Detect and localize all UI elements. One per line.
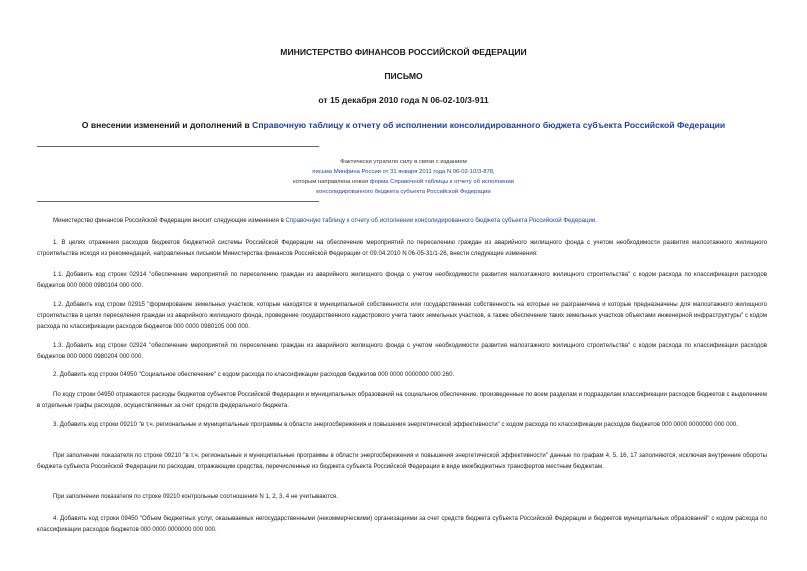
note-top-divider xyxy=(37,146,319,147)
subject-prefix: О внесении изменений и дополнений в xyxy=(81,120,253,130)
paragraph-intro xyxy=(37,216,767,227)
subject-link[interactable]: Справочную таблицу к отчету об исполнении консолидированного бюджета субъекта Российской Федерации xyxy=(252,120,726,130)
note-line-4 xyxy=(225,187,582,197)
paragraph-1-2: 1.2. Добавить код строки 02915 "формирование земельных участков, которые находятся в муниципальной собственности или государственная собственность на которые не разграничена и которые предназначены для малоэтажного жилищного строительства в целях переселения граждан из аварийного жилищного фонда, проведение государственного кадастрового учета таких земельных участков, а также обеспечение таких земельных участков объектами инженерной инфраструктуры" с кодом расхода по классификации расходов бюджетов 000 0000 0980105 000 000. xyxy=(37,301,767,330)
paragraph-1-3: 1.3. Добавить код строки 02924 "обеспечение мероприятий по переселению граждан из аварийного жилищного фонда с учетом необходимости развития малоэтажного жилищного строительства" с кодом расхода по классификации расходов бюджетов 000 0000 0980204 000 000. xyxy=(37,342,767,360)
ministry-heading: МИНИСТЕРСТВО ФИНАНСОВ РОССИЙСКОЙ ФЕДЕРАЦИИ xyxy=(280,47,527,57)
paragraph-3-note-1: При заполнении показателя по строке 09210 "в т.ч. региональные и муниципальные программы в области энергосбережения и повышения энергетической эффективности" данные по графам 4, 5, 16, 17 заполняются, исключая внутренние обороты бюджета субъекта Российской Федерации по расходам, отражающим средства, перечисленные из бюджета субъекта Российской Федерации в виде межбюджетных трансфертов местным бюджетам. xyxy=(37,452,767,470)
paragraph-3: 3. Добавить код строки 09210 "в т.ч. региональные и муниципальные программы в области энергосбережения и повышения энергетической эффективности" с кодом расхода по классификации расходов бюджетов 000 0000 0000000 000 000. xyxy=(53,421,738,428)
note-line-2-tail: , xyxy=(493,169,495,175)
paragraph-1: 1. В целях отражения расходов бюджетов бюджетной системы Российской Федерации на обеспечение мероприятий по переселению граждан из аварийного жилищного фонда с учетом необходимости развития малоэтажного жилищного строительства исходя из рекомендаций, направленных письмом Министерства финансов Российской Федерации от 09.04.2010 N 06-05-31/1-26, внести следующие изменения: xyxy=(37,239,767,257)
note-letter-link[interactable]: письма Минфина России от 31 января 2011 года N 06-02-10/3-878 xyxy=(312,169,494,175)
note-form-link-cont[interactable]: консолидированного бюджета субъекта Российской Федерации xyxy=(316,189,491,195)
note-line-1: Фактически утратило силу в связи с изданием xyxy=(340,159,467,165)
paragraph-3-note-2: При заполнении показателя по строке 09210 контрольные соотношения N 1, 2, 3, 4 не учитываются. xyxy=(53,493,338,500)
intro-prefix: Министерство финансов Российской Федерации вносит следующие изменения в xyxy=(53,217,286,224)
note-line-3 xyxy=(225,177,582,187)
note-form-link[interactable]: форма Справочной таблицы к отчету об исполнении xyxy=(369,179,515,185)
document-type-heading: ПИСЬМО xyxy=(384,71,423,81)
paragraph-4: 4. Добавить код строки 09450 "Объем бюджетных услуг, оказываемых негосударственными (некоммерческими) организациями за счет средств бюджета субъекта Российской Федерации и бюджетов муниципальных образований" с кодом расхода по классификации расходов бюджетов 000 0000 0000000 000 000. xyxy=(37,515,767,533)
intro-suffix: . xyxy=(595,217,597,224)
document-subject xyxy=(30,120,777,130)
paragraph-2: 2. Добавить код строки 04950 "Социальное обеспечение" с кодом расхода по классификации расходов бюджетов 000 0000 0000000 000 260. xyxy=(53,371,455,378)
note-line-2 xyxy=(225,167,582,177)
intro-table-link[interactable]: Справочную таблицу к отчету об исполнении консолидированного бюджета субъекта Российской Федерации xyxy=(285,217,596,224)
paragraph-1-1: 1.1. Добавить код строки 02914 "обеспечение мероприятий по переселению граждан из аварийного жилищного фонда с учетом необходимости развития малоэтажного жилищного строительства" с кодом расхода по классификации расходов бюджетов 000 0000 0980104 000 000. xyxy=(37,271,767,289)
note-bottom-divider xyxy=(37,201,319,202)
document-date-number: от 15 декабря 2010 года N 06-02-10/3-911 xyxy=(318,95,489,105)
validity-note xyxy=(225,157,582,197)
note-line-3-prefix: которым направлена новая xyxy=(292,179,370,185)
paragraph-2-note: По коду строки 04950 отражаются расходы бюджетов субъектов Российской Федерации и муниципальных образований на социальное обеспечение, произведенные по всем разделам и подразделам классификации расходов бюджетов с выделением в отдельные графы расходов, осуществляемых за счет средств федерального бюджета. xyxy=(37,391,767,409)
